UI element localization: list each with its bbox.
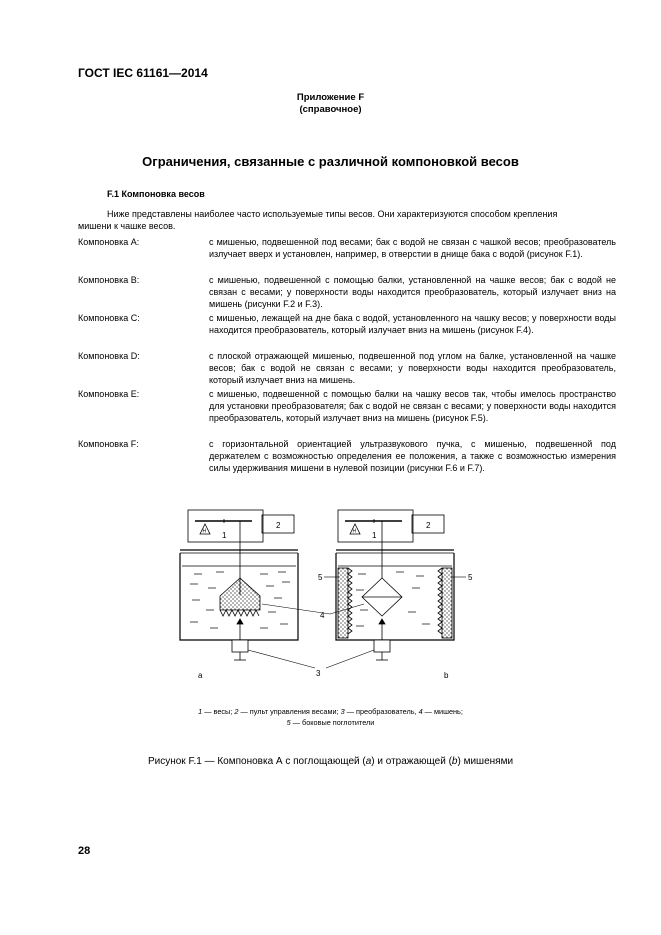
label-5-right: 5 <box>468 573 473 582</box>
layout-text: с мишенью, подвешенной с помощью балки на чашку весов так, чтобы имелось пространство для установки преобразователя; бак с водой не связан с весами; у поверхности воды находится преобразователь, который излучает вниз на мишень (рисунок F.5). <box>209 389 616 423</box>
figure-legend <box>0 706 661 728</box>
layout-text: с горизонтальной ориентацией ультразвукового пучка, с мишенью, подвешенной под держателем с возможностью определения ее положения, а также с возможностью измерения силы удерживания мишени в нулевой позиции (рисунки F.6 и F.7). <box>209 439 616 473</box>
legend-num: 1 <box>198 707 203 716</box>
legend-text: — преобразователь, <box>344 707 419 716</box>
legend-text: — пульт управления весами; <box>238 707 341 716</box>
panel-label-b: b <box>444 671 449 680</box>
figure-diagram <box>150 500 510 700</box>
layout-label: Компоновка F: <box>78 439 139 449</box>
layout-text: с плоской отражающей мишенью, подвешенной под углом на балке, установленной на чашке весов; бак с водой не связан с весами; у поверхности воды находится преобразователь, который излучает вниз на мишень. <box>209 351 616 385</box>
layout-label: Компоновка А: <box>78 237 140 247</box>
svg-text:Н: Н <box>202 528 207 535</box>
side-absorber-left <box>338 568 348 638</box>
layout-label: Компоновка В: <box>78 275 140 285</box>
layout-text: с мишенью, подвешенной под весами; бак с водой не связан с чашкой весов; преобразователь излучает вверх и установлен, например, в отверстии в днище бака с водой (рисунок F.1). <box>209 237 616 259</box>
legend-line-1 <box>0 706 661 717</box>
legend-text: — весы; <box>202 707 235 716</box>
panel-b <box>324 510 466 668</box>
intro-line-1: Ниже представлены наиболее часто используемые типы весов. Они характеризуются способом крепления <box>107 209 558 219</box>
legend-text: — мишень; <box>422 707 463 716</box>
transducer-b <box>374 640 390 652</box>
figure-caption: Рисунок F.1 — Компоновка А с поглощающей (a) и отражающей (b) мишенями <box>147 756 514 767</box>
annex-title: Приложение F <box>296 92 365 103</box>
annex-heading <box>0 92 661 116</box>
subsection-title: F.1 Компоновка весов <box>107 189 205 199</box>
legend-num: 2 <box>234 707 239 716</box>
label-1-a: 1 <box>222 531 227 540</box>
absorbing-target <box>220 578 260 610</box>
layout-label: Компоновка С: <box>78 313 140 323</box>
legend-num: 4 <box>418 707 423 716</box>
intro-paragraph <box>78 208 616 232</box>
side-absorber-right <box>442 568 452 638</box>
document-header: ГОСТ IEC 61161—2014 <box>78 66 208 80</box>
panel-label-a: a <box>198 671 203 680</box>
label-4: 4 <box>320 611 325 620</box>
label-2-a: 2 <box>276 521 281 530</box>
layout-text: с мишенью, подвешенной с помощью балки, установленной на чашке весов; бак с водой не связан с весами; у поверхности воды находится преобразователь, который излучает вниз на мишень (рисунки F.2 и F.3). <box>209 275 616 309</box>
label-5-left: 5 <box>318 573 323 582</box>
label-1-b: 1 <box>372 531 377 540</box>
layout-label: Компоновка D: <box>78 351 140 361</box>
intro-line-2: мишени к чашке весов. <box>78 221 176 231</box>
label-2-b: 2 <box>426 521 431 530</box>
layout-label: Компоновка Е: <box>78 389 140 399</box>
annex-type: (справочное) <box>299 104 362 115</box>
label-3: 3 <box>316 669 321 678</box>
svg-text:Н: Н <box>352 528 357 535</box>
legend-text: — боковые поглотители <box>290 718 375 727</box>
legend-line-2 <box>0 717 661 728</box>
page-number: 28 <box>78 845 91 857</box>
legend-num: 5 <box>286 718 291 727</box>
panel-a <box>180 510 330 668</box>
section-title: Ограничения, связанные с различной компоновкой весов <box>142 154 519 169</box>
transducer-a <box>232 640 248 652</box>
legend-num: 3 <box>340 707 345 716</box>
layout-text: с мишенью, лежащей на дне бака с водой, установленного на чашку весов; у поверхности воды находится преобразователь, который излучает вниз на мишень (рисунок F.4). <box>209 313 616 335</box>
